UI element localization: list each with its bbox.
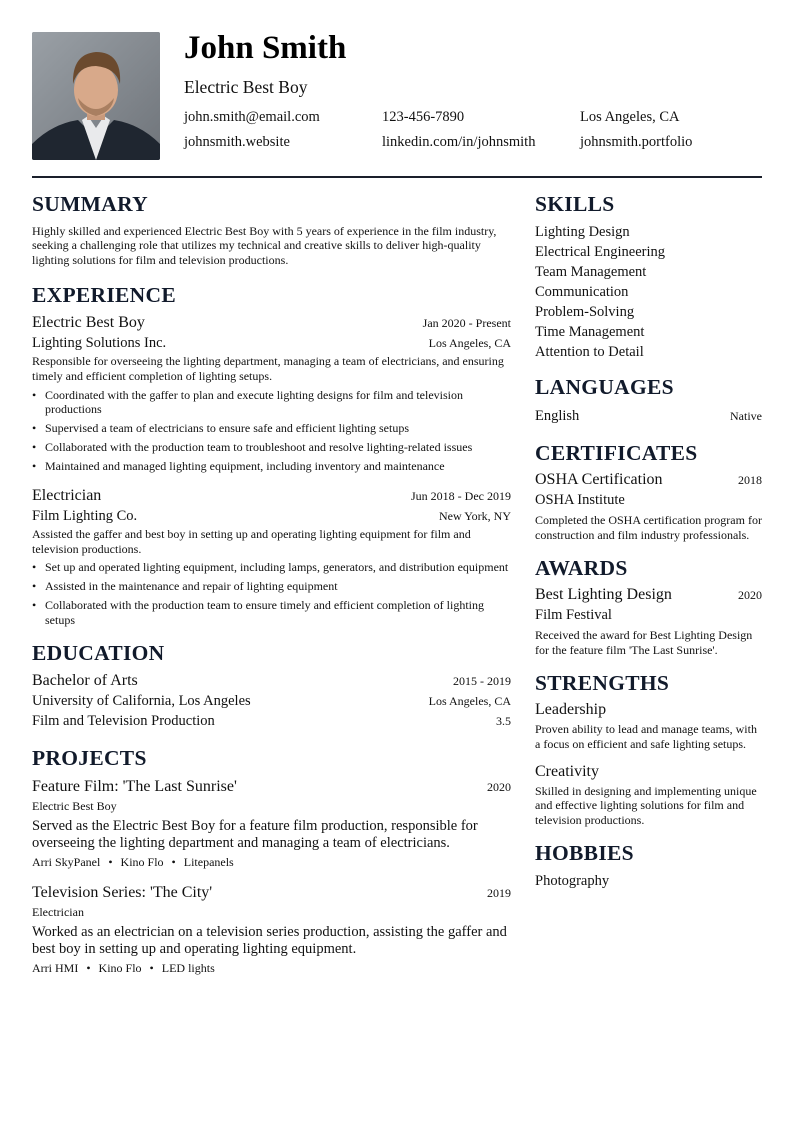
project-item [32,777,511,870]
contact-website[interactable]: johnsmith.website [184,134,290,150]
job-role: Electrician [32,487,102,505]
skill-item: Lighting Design [535,223,630,240]
list-item: • Collaborated with the production team to troubleshoot and resolve lighting-related issues [32,440,511,455]
strength-description: Skilled in designing and implementing unique and effective lighting solutions for film and television productions. [535,783,757,827]
project-description: Served as the Electric Best Boy for a feature film production, responsible for overseeing the lighting department and managing a team of electricians. [32,818,478,851]
certificate-year: 2018 [738,473,762,488]
education-location: Los Angeles, CA [428,694,511,709]
project-tools: Arri HMI • Kino Flo • LED lights [32,961,215,976]
section-heading: EXPERIENCE [32,282,176,307]
contact-phone[interactable]: 123-456-7890 [382,109,465,125]
contact-portfolio[interactable]: johnsmith.portfolio [580,134,693,150]
certificate-issuer: OSHA Institute [535,492,625,509]
project-role: Electric Best Boy [32,799,117,814]
experience-item [32,313,511,474]
job-bullets [32,560,511,627]
list-item: • Collaborated with the production team to ensure timely and efficient completion of lighting setups [32,598,511,627]
project-tools: Arri SkyPanel • Kino Flo • Litepanels [32,855,234,870]
strength-item [535,762,762,828]
experience-item [32,486,511,628]
job-bullets [32,388,511,474]
projects-section [32,746,511,976]
strength-item [535,700,762,751]
section-heading: PROJECTS [32,746,147,771]
summary-section [32,192,511,268]
project-title: Feature Film: 'The Last Sunrise' [32,778,237,796]
skill-item: Team Management [535,263,647,280]
job-company: Film Lighting Co. [32,508,138,525]
candidate-name: John Smith [184,30,347,66]
job-dates: Jun 2018 - Dec 2019 [411,489,511,504]
skill-item: Communication [535,283,629,300]
job-description: Assisted the gaffer and best boy in setting up and operating lighting equipment for film and television productions. [32,527,471,556]
hobby-item: Photography [535,873,610,890]
tool-tag: Kino Flo [120,855,164,870]
tool-tag: Litepanels [183,855,234,870]
header-divider [32,176,762,178]
project-year: 2020 [487,780,511,795]
portrait-image [32,32,160,160]
education-field: Film and Television Production [32,713,215,730]
list-item: • Supervised a team of electricians to ensure safe and efficient lighting setups [32,421,511,436]
strength-name: Creativity [535,762,599,780]
strength-name: Leadership [535,701,607,719]
skill-item: Time Management [535,323,645,340]
award-name: Best Lighting Design [535,586,672,604]
section-heading: CERTIFICATES [535,440,698,465]
project-item [32,883,511,976]
project-title: Television Series: 'The City' [32,884,213,902]
education-dates: 2015 - 2019 [453,674,511,689]
award-description: Received the award for Best Lighting Design for the feature film 'The Last Sunrise'. [535,628,753,657]
job-description: Responsible for overseeing the lighting department, managing a team of electricians, and ensuring timely and efficient completion of lighting setups. [32,354,504,383]
section-heading: STRENGTHS [535,670,670,695]
tool-tag: Arri SkyPanel [32,855,101,870]
experience-section [32,283,511,628]
job-location: Los Angeles, CA [428,336,511,351]
languages-section [535,375,762,426]
list-item: • Set up and operated lighting equipment, including lamps, generators, and distribution equipment [32,560,511,575]
awards-section [535,556,762,658]
section-heading: SUMMARY [32,192,148,216]
strength-description: Proven ability to lead and manage teams, with a focus on efficient and safe lighting setups. [535,722,757,751]
candidate-title: Electric Best Boy [184,77,308,97]
section-heading: SKILLS [535,192,615,216]
main-column [32,192,511,976]
section-heading: HOBBIES [535,841,634,866]
section-heading: EDUCATION [32,640,165,665]
list-item: • Assisted in the maintenance and repair of lighting equipment [32,579,511,594]
job-dates: Jan 2020 - Present [422,316,511,331]
section-heading: LANGUAGES [535,374,674,399]
certificate-name: OSHA Certification [535,471,663,489]
language-name: English [535,407,580,424]
project-role: Electrician [32,905,84,920]
tool-tag: LED lights [161,961,215,976]
award-issuer: Film Festival [535,607,612,624]
certificates-section [535,441,762,543]
award-year: 2020 [738,588,762,603]
skill-item: Attention to Detail [535,343,644,360]
contact-location: Los Angeles, CA [580,109,680,125]
job-location: New York, NY [438,509,511,524]
job-role: Electric Best Boy [32,314,145,332]
tool-tag: Kino Flo [98,961,142,976]
summary-text: Highly skilled and experienced Electric Best Boy with 5 years of experience in the film industry, seeking a challenging role that utilizes my technical and creative skills to deliver high-quality lighting solutions for film and television productions. [32,223,497,267]
list-item: • Coordinated with the gaffer to plan and execute lighting designs for film and television productions [32,388,511,417]
education-school: University of California, Los Angeles [32,693,251,710]
education-degree: Bachelor of Arts [32,672,138,690]
tool-tag: Arri HMI [32,961,79,976]
profile-photo [32,32,160,160]
contact-linkedin[interactable]: linkedin.com/in/johnsmith [382,134,536,150]
project-year: 2019 [487,886,511,901]
education-gpa: 3.5 [496,714,511,729]
list-item: • Maintained and managed lighting equipment, including inventory and maintenance [32,459,511,474]
project-description: Worked as an electrician on a television series production, assisting the gaffer and best boy in setting up and operating lighting equipment. [32,924,507,957]
education-section [32,641,511,732]
language-level: Native [730,408,762,423]
side-column [535,192,762,891]
hobbies-section [535,841,762,891]
section-heading: AWARDS [535,555,628,580]
skills-section [535,192,762,362]
contact-email[interactable]: john.smith@email.com [184,109,320,125]
skill-item: Electrical Engineering [535,243,666,260]
job-company: Lighting Solutions Inc. [32,335,167,352]
skill-item: Problem-Solving [535,303,635,320]
certificate-description: Completed the OSHA certification program for construction and film industry professionals. [535,513,762,542]
strengths-section [535,671,762,828]
